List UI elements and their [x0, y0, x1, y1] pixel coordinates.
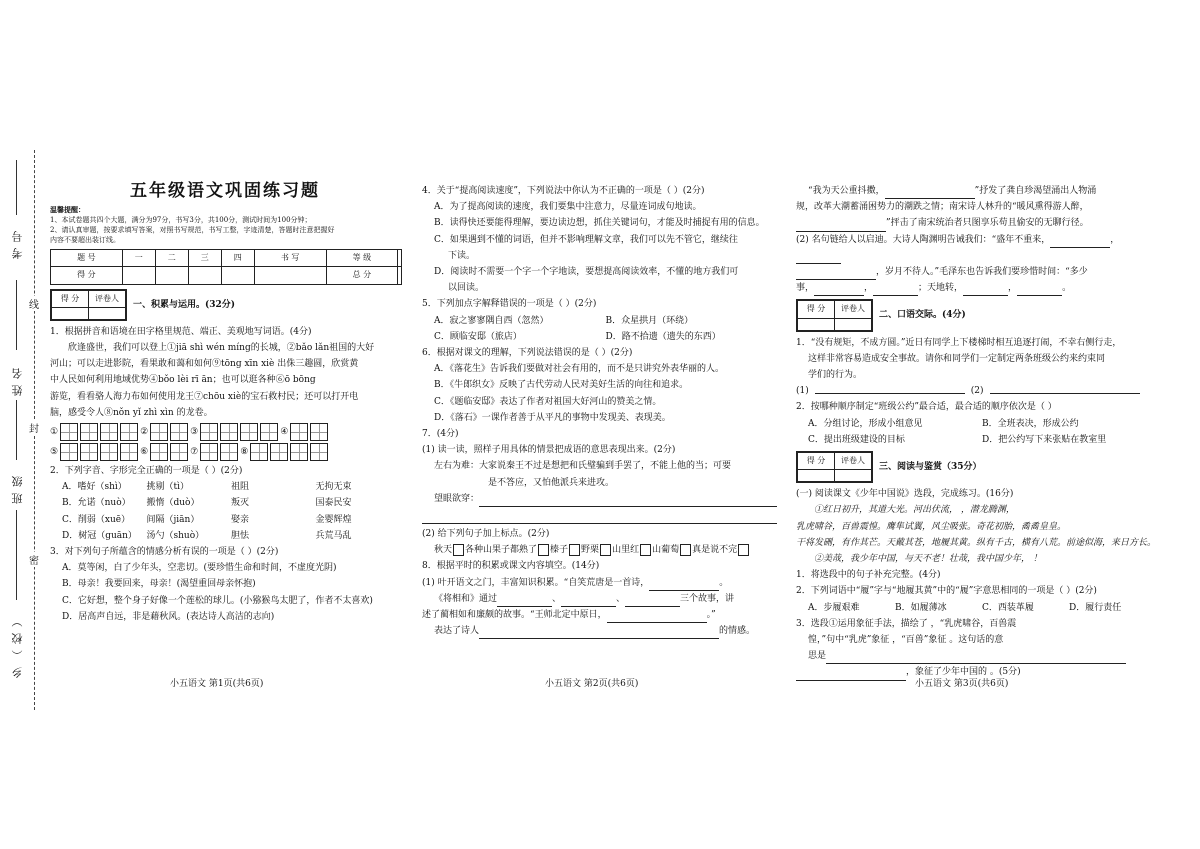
q4-option: 下读。: [448, 250, 476, 261]
q1-text-line: 欣逢盛世，我们可以登上①jiā shì wén míng的长城，②bǎo lǎn祖国的大好: [68, 343, 375, 354]
sentence-fragment: 真是说不完: [692, 545, 738, 556]
notes-line: 1、本试卷题共四个大题，满分为97分，书写3分，共100分，测试时间为100分钟；: [50, 216, 312, 225]
sentence-fragment: 各种山果子都熟了: [465, 545, 538, 556]
q2-word: 叛灭: [231, 498, 250, 509]
question-2: 2．下列字音、字形完全正确的一项是（ ）(2分): [50, 466, 243, 477]
answer-line[interactable]: [479, 496, 777, 507]
grader-box-cell[interactable]: [835, 470, 872, 482]
tianzi-box[interactable]: [170, 443, 188, 461]
q8-text: (1) 叶开语文之门，丰富知识积累。“自笑荒唐是一首诗，: [422, 577, 650, 588]
score-table-header: 一: [122, 250, 155, 267]
q3-option: B．母亲！我要回来，母亲！(渴望重回母亲怀抱): [62, 579, 256, 590]
text: 事，: [796, 283, 815, 294]
side-label-exam-number: 考号: [11, 225, 24, 259]
score-table-cell[interactable]: [122, 267, 155, 284]
question-3: 3．对下列句子所蕴含的情感分析有误的一项是（ ）(2分): [50, 547, 279, 558]
q7-word: 望眼欲穿：: [434, 493, 480, 504]
page-3-column: [796, 183, 1156, 681]
q1-text-line: 中人民如何利用地域优势④bǒo lèi rī ān；也可以逛各种⑥ō bōng: [50, 375, 316, 386]
q3-option: D．居高声自远，非是藉秋风。(表达诗人高洁的志向): [62, 611, 275, 622]
q8-text: 三个故事，讲: [680, 593, 735, 604]
reading-q2-options: [796, 600, 1156, 616]
text: ，象征了少年中国的 。(5分): [906, 667, 1021, 678]
tianzi-box[interactable]: [200, 443, 218, 461]
q7-part-1: (1) 读一读，照样子用具体的情景把成语的意思表现出来。(2分): [422, 445, 676, 456]
section-title: 三、阅读与鉴赏（35分）: [879, 462, 982, 473]
answer-line[interactable]: [649, 580, 719, 591]
punct-box[interactable]: [538, 544, 549, 556]
grid-label: ④: [280, 426, 289, 437]
q5-option: B．众星拱月（环绕）: [605, 315, 694, 326]
q3-option: C．它好想，整个身子好像一个莲松的球儿。(小猕猴鸟太肥了，作者不太喜欢): [62, 595, 373, 606]
q3-option: A．莫等闲，白了少年头，空悲切。(要珍惜生命和时间，不虚度光阴): [62, 563, 337, 574]
reading-q3: 3．选段①运用象征手法，描绘了 ，“乳虎啸谷，百兽震: [796, 618, 1017, 629]
answer-line[interactable]: [1050, 237, 1110, 248]
answer-line[interactable]: [826, 653, 1126, 664]
tianzi-box[interactable]: [150, 443, 168, 461]
page-2-column: [422, 183, 777, 639]
punct-box[interactable]: [453, 544, 464, 556]
oral-answer-row: [796, 383, 1156, 399]
col3-line: [796, 264, 1156, 280]
q2-word: 祖阻: [231, 482, 250, 493]
tianzi-box[interactable]: [100, 443, 118, 461]
q5-option: A．寂之寥寥隅自西（忽然）: [434, 315, 549, 326]
section-3-header: [796, 451, 1156, 483]
answer-line[interactable]: [607, 612, 707, 623]
page-1-column: [50, 183, 400, 625]
grader-box-cell[interactable]: [89, 307, 126, 319]
q8-text: 。: [719, 577, 729, 588]
oral-q1: 学们的行为。: [808, 370, 863, 381]
answer-label: (1): [796, 386, 809, 397]
grader-box-label: 得 分: [52, 290, 89, 307]
answer-line[interactable]: [479, 628, 719, 639]
col3-line: 规，改革大潮蓄涌困势力的潮跌之情；南宋诗人林升的“暖风熏得游人醉，: [796, 202, 1089, 213]
q8-line: [422, 607, 777, 623]
col3-line: (2) 名句链给人以启迪。大诗人陶渊明告诫我们：“盛年不重来， ，: [796, 232, 1156, 264]
answer-line[interactable]: [815, 383, 965, 394]
sentence-fragment: 榛子: [550, 545, 569, 556]
score-table-cell[interactable]: [254, 267, 326, 284]
q4-option: B．读得快还要能得理解，要边读边想，抓住关键词句，才能及时捕捉有用的信息。: [434, 218, 765, 229]
q8-line: [422, 575, 777, 591]
q8-text: 述了蔺相如和廉颇的故事。“王师北定中原日，: [422, 610, 607, 621]
q7-example: 左右为难：大家说秦王不过是想把和氏璧骗到手罢了，不能上他的当；可要: [434, 461, 732, 472]
sentence-fragment: 野栗: [581, 545, 600, 556]
punct-box[interactable]: [640, 544, 651, 556]
passage-line: ①红日初升，其道大光。河出伏流， ，潜龙腾渊，: [814, 505, 1015, 516]
text: 思是: [808, 651, 827, 662]
notes-line: 2、请认真审题，按要求填写答案，对照书写规范，书写工整，字迹清楚，答题时注意把握好: [50, 226, 335, 235]
punct-box[interactable]: [680, 544, 691, 556]
rq2-option: A．步履艰难: [808, 602, 860, 613]
q2-word: 搬惰（duò）: [146, 498, 200, 509]
tianzi-box[interactable]: [290, 423, 308, 441]
question-4: 4．关于“提高阅读速度”，下列说法中你认为不正确的一项是（ ）(2分): [422, 186, 705, 196]
q2-word: 间隔（jiān）: [146, 514, 200, 525]
q2-word: 兵荒马乱: [315, 530, 352, 541]
q2-options: [50, 479, 400, 544]
oral-option: B．全班表决，形成公约: [982, 418, 1079, 429]
side-label-name: 姓名: [11, 362, 24, 396]
score-table-cell[interactable]: [188, 267, 221, 284]
score-table-header: 四: [221, 250, 254, 267]
tianzi-box[interactable]: [220, 443, 238, 461]
q1-text-line: 游览，看看骆人海力布如何使用龙王⑦chōu xiè的宝石救村民；还可以打开电: [50, 391, 359, 402]
question-6: 6．根据对课文的理解，下列说法错误的是（ ）(2分): [422, 348, 633, 359]
grid-label: ⑧: [240, 446, 249, 457]
punct-box[interactable]: [600, 544, 611, 556]
punct-box[interactable]: [569, 544, 580, 556]
tianzi-box[interactable]: [60, 423, 78, 441]
q2-word: 汤勺（shuò）: [146, 530, 205, 541]
tianzi-box[interactable]: [80, 443, 98, 461]
score-table: [50, 249, 402, 284]
q6-option: A．《落花生》告诉我们要做对社会有用的，而不是只讲究外表华丽的人。: [434, 364, 725, 375]
grader-box: [50, 289, 127, 321]
grader-box-label: 评卷人: [835, 301, 872, 318]
tianzi-box[interactable]: [200, 423, 218, 441]
q8-text: 《将相和》通过: [434, 593, 498, 604]
tianzi-box[interactable]: [220, 423, 238, 441]
seal-mark-seal: 封: [29, 420, 39, 435]
q8-line: [422, 623, 777, 639]
rq2-option: D．履行责任: [1069, 602, 1122, 613]
tianzi-box[interactable]: [310, 443, 328, 461]
grader-box-label: 评卷人: [835, 453, 872, 470]
oral-option: D．把公约写下来张贴在教室里: [982, 434, 1107, 445]
col3-line: 事， ， ；天地转， ， 。: [796, 280, 1156, 296]
q2-word: C．削弱（xuē）: [62, 514, 131, 525]
q7-answer-row: [422, 491, 777, 507]
q4-option: C．如果遇到不懂的词语，但并不影响理解文章，我们可以先不管它，继续往: [434, 234, 738, 245]
q2-word: B．允诺（nuò）: [62, 498, 131, 509]
rq2-option: B．如履薄冰: [895, 602, 947, 613]
grader-box-cell[interactable]: [798, 470, 835, 482]
answer-line[interactable]: [796, 670, 906, 681]
score-table-header: 得 分: [51, 267, 123, 284]
score-table-header: 二: [155, 250, 188, 267]
side-fill-line: [16, 160, 17, 215]
tianzi-box[interactable]: [250, 443, 268, 461]
page-footer: 小五语文 第2页(共6页): [545, 679, 639, 689]
score-table-header: 等 级: [326, 250, 398, 267]
tianzi-grid-row: [50, 443, 400, 461]
text: (2) 名句链给人以启迪。大诗人陶渊明告诫我们：“盛年不重来，: [796, 234, 1051, 245]
answer-line[interactable]: [990, 383, 1140, 394]
section-2-header: [796, 299, 1156, 331]
q2-word: 无拘无束: [315, 482, 352, 493]
punct-box[interactable]: [738, 544, 749, 556]
q1-text-line: 河山；可以走进影院，看果敢和蔼和如何⑨tōng xīn xiè 出侏三趣圆，欣赏黄: [50, 359, 359, 370]
reading-q3: 惶，”句中“乳虎”象征 ，“百兽”象征 。这句话的意: [808, 635, 1004, 646]
answer-line[interactable]: [796, 269, 876, 280]
score-table-header: 三: [188, 250, 221, 267]
answer-line[interactable]: [497, 596, 552, 607]
answer-line[interactable]: [963, 285, 1008, 296]
score-table-cell[interactable]: [155, 267, 188, 284]
tianzi-box[interactable]: [120, 423, 138, 441]
grid-label: ①: [50, 426, 59, 437]
tianzi-box[interactable]: [310, 423, 328, 441]
grader-box: [796, 451, 873, 483]
answer-line[interactable]: [561, 596, 616, 607]
notes-heading: 温馨提醒：: [50, 205, 85, 215]
sentence-fragment: 山里红: [612, 545, 640, 556]
q8-text: 表达了诗人: [434, 626, 480, 637]
score-table-header: 题 号: [51, 250, 123, 267]
oral-q1: 1．“没有规矩，不成方圆。”近日有同学上下楼梯时相互追逐打闹，不幸右侧行走，: [796, 337, 1122, 348]
q2-word: D．树冠（guān）: [62, 530, 137, 541]
grid-label: ②: [140, 426, 149, 437]
sentence-fragment: 山葡萄: [652, 545, 680, 556]
reading-q1: 1．将选段中的句子补充完整。(4分): [796, 570, 941, 581]
side-label-school: 乡（校）: [11, 610, 24, 678]
grid-label: ③: [190, 426, 199, 437]
oral-q2: 2．按哪种顺序制定“班级公约”最合适，最合适的顺序依次是（ ）: [796, 402, 1057, 413]
q8-text: 。”: [706, 610, 716, 621]
seal-mark-line: 线: [29, 296, 39, 311]
q5-option: D．路不拾遗（遗失的东西）: [605, 331, 721, 342]
q8-text: 的情感。: [719, 626, 756, 637]
grader-box-label: 得 分: [798, 301, 835, 318]
tianzi-box[interactable]: [120, 443, 138, 461]
side-fill-line: [16, 400, 17, 460]
page-footer: 小五语文 第1页(共6页): [170, 679, 264, 689]
grader-box: [796, 299, 873, 331]
tianzi-box[interactable]: [270, 443, 288, 461]
section-title: 二、口语交际。(4分): [879, 310, 966, 321]
q7-part-2: (2) 给下列句子加上标点。(2分): [422, 529, 550, 540]
tianzi-box[interactable]: [80, 423, 98, 441]
tianzi-box[interactable]: [170, 423, 188, 441]
answer-line[interactable]: [814, 285, 864, 296]
section-title: 一、积累与运用。(32分): [133, 299, 236, 310]
answer-line[interactable]: [796, 221, 886, 232]
q1-text-line: 脑，感受令人⑧nǒn yǐ zhì xìn 的龙卷。: [50, 407, 213, 418]
q4-option: 以回读。: [448, 283, 485, 294]
sentence-fragment: 秋天: [434, 545, 453, 556]
q4-option: A．为了提高阅读的速度，我们要集中注意力，尽量连词成句地读。: [434, 202, 702, 213]
exam-title: 五年级语文巩固练习题: [130, 181, 320, 201]
side-fill-line: [16, 510, 17, 600]
q2-word: 娶亲: [231, 514, 250, 525]
oral-option: A．分组讨论，形成小组意见: [808, 418, 923, 429]
passage-line: 干将发硎，有作其芒。天戴其苍，地履其黄。纵有千古，横有八荒。前途似海，来日方长。: [796, 537, 1157, 548]
answer-line[interactable]: [796, 253, 841, 264]
grader-box-cell[interactable]: [798, 318, 835, 330]
side-label-class: 班级: [11, 470, 24, 504]
q2-word: 国泰民安: [315, 498, 352, 509]
passage-line: 乳虎啸谷，百兽震惶。鹰隼试翼，风尘吸张。奇花初胎，矞矞皇皇。: [796, 521, 1067, 532]
question-8: 8．根据平时的积累或课文内容填空。(14分): [422, 561, 600, 572]
answer-line[interactable]: [873, 285, 918, 296]
grid-label: ⑤: [50, 446, 59, 457]
tianzi-box[interactable]: [240, 423, 258, 441]
tianzi-box[interactable]: [290, 443, 308, 461]
tianzi-box[interactable]: [100, 423, 118, 441]
reading-1-title: (一) 阅读课文《少年中国说》选段，完成练习。(16分): [796, 489, 1014, 500]
score-table-cell[interactable]: [398, 267, 402, 284]
q7-example: 是不答应，又怕他派兵来进攻。: [488, 477, 615, 488]
q6-option: B．《牛郎织女》反映了古代劳动人民对美好生活的向往和追求。: [434, 380, 689, 391]
grid-label: ⑥: [140, 446, 149, 457]
rq2-option: C．西装革履: [982, 602, 1034, 613]
grid-label: ⑦: [190, 446, 199, 457]
tianzi-box[interactable]: [150, 423, 168, 441]
reading-q2: 2．下列词语中“履”字与“地履其黄”中的“履”字意思相同的一项是（ ）(2分): [796, 586, 1097, 597]
page-footer: 小五语文 第3页(共6页): [915, 679, 1009, 689]
text: ”抨击了南宋统治者只图享乐苟且偷安的无聊行径。: [886, 218, 1089, 229]
side-fill-line: [16, 280, 17, 350]
passage-line: ②美哉，我少年中国，与天不老！壮哉，我中国少年， ！: [814, 554, 1042, 565]
grader-box-cell[interactable]: [835, 318, 872, 330]
tianzi-box[interactable]: [60, 443, 78, 461]
grader-box-label: 评卷人: [89, 290, 126, 307]
grader-box-cell[interactable]: [52, 307, 89, 319]
text: ”抒发了龚自珍渴望涌出人物涌: [974, 186, 1097, 196]
question-1: 1．根据拼音和语境在田字格里规范、端正、美观地写词语。(4分): [50, 326, 312, 337]
notes-line: 内容不要超出装订线。: [50, 236, 120, 245]
q2-word: A．嗜好（shì）: [62, 482, 127, 493]
question-7: 7．(4分): [422, 429, 459, 440]
text: “我为天公重抖擞，: [808, 186, 885, 196]
q4-option: D．阅读时不需要一个字一个字地读，要想提高阅读效率，不懂的地方我们可: [434, 267, 739, 278]
tianzi-grid-row: [50, 423, 400, 441]
q2-word: 金婴辉煌: [315, 514, 352, 525]
answer-line[interactable]: [625, 596, 680, 607]
tianzi-box[interactable]: [260, 423, 278, 441]
answer-line[interactable]: [885, 188, 975, 199]
q2-word: 胆怯: [231, 530, 250, 541]
score-table-cell[interactable]: [221, 267, 254, 284]
answer-label: (2): [970, 386, 984, 397]
grader-box-label: 得 分: [798, 453, 835, 470]
reading-q3: [796, 648, 1156, 664]
q2-word: 挑剔（tì）: [146, 482, 189, 493]
score-table-cell[interactable]: [398, 250, 402, 267]
answer-line[interactable]: [1017, 285, 1062, 296]
score-table-header: 书 写: [254, 250, 326, 267]
q6-option: C．《题临安邸》表达了作者对祖国大好河山的赞美之情。: [434, 396, 662, 407]
q8-line: 《将相和》通过 、 、 三个故事，讲: [422, 591, 777, 607]
punctuation-sentence: [422, 542, 777, 558]
text: ，岁月不待人。”毛泽东也告诉我们要珍惜时间：“多少: [876, 267, 1088, 278]
q5-option: C．顾临安邸（旅店）: [434, 331, 522, 342]
answer-line[interactable]: [422, 509, 777, 524]
question-5: 5．下列加点字解释错误的一项是（ ）(2分): [422, 299, 597, 310]
q5-options: [422, 313, 777, 345]
col3-line: [796, 183, 1156, 199]
col3-line: [796, 215, 1156, 231]
q6-option: D．《落石》一课作者善于从平凡的事物中发现美、表现美。: [434, 412, 671, 423]
section-1-header: [50, 289, 400, 321]
text: ；天地转，: [918, 283, 964, 294]
score-table-header: 总 分: [326, 267, 398, 284]
text: 。: [1062, 283, 1072, 294]
oral-q1: 这样非常容易造成安全事故。请你和同学们一定制定两条班级公约来约束同: [808, 353, 1106, 364]
seal-mark-secret: 密: [29, 552, 39, 567]
oral-option: C．提出班级建设的目标: [808, 434, 905, 445]
oral-q2-options: [796, 416, 1156, 448]
